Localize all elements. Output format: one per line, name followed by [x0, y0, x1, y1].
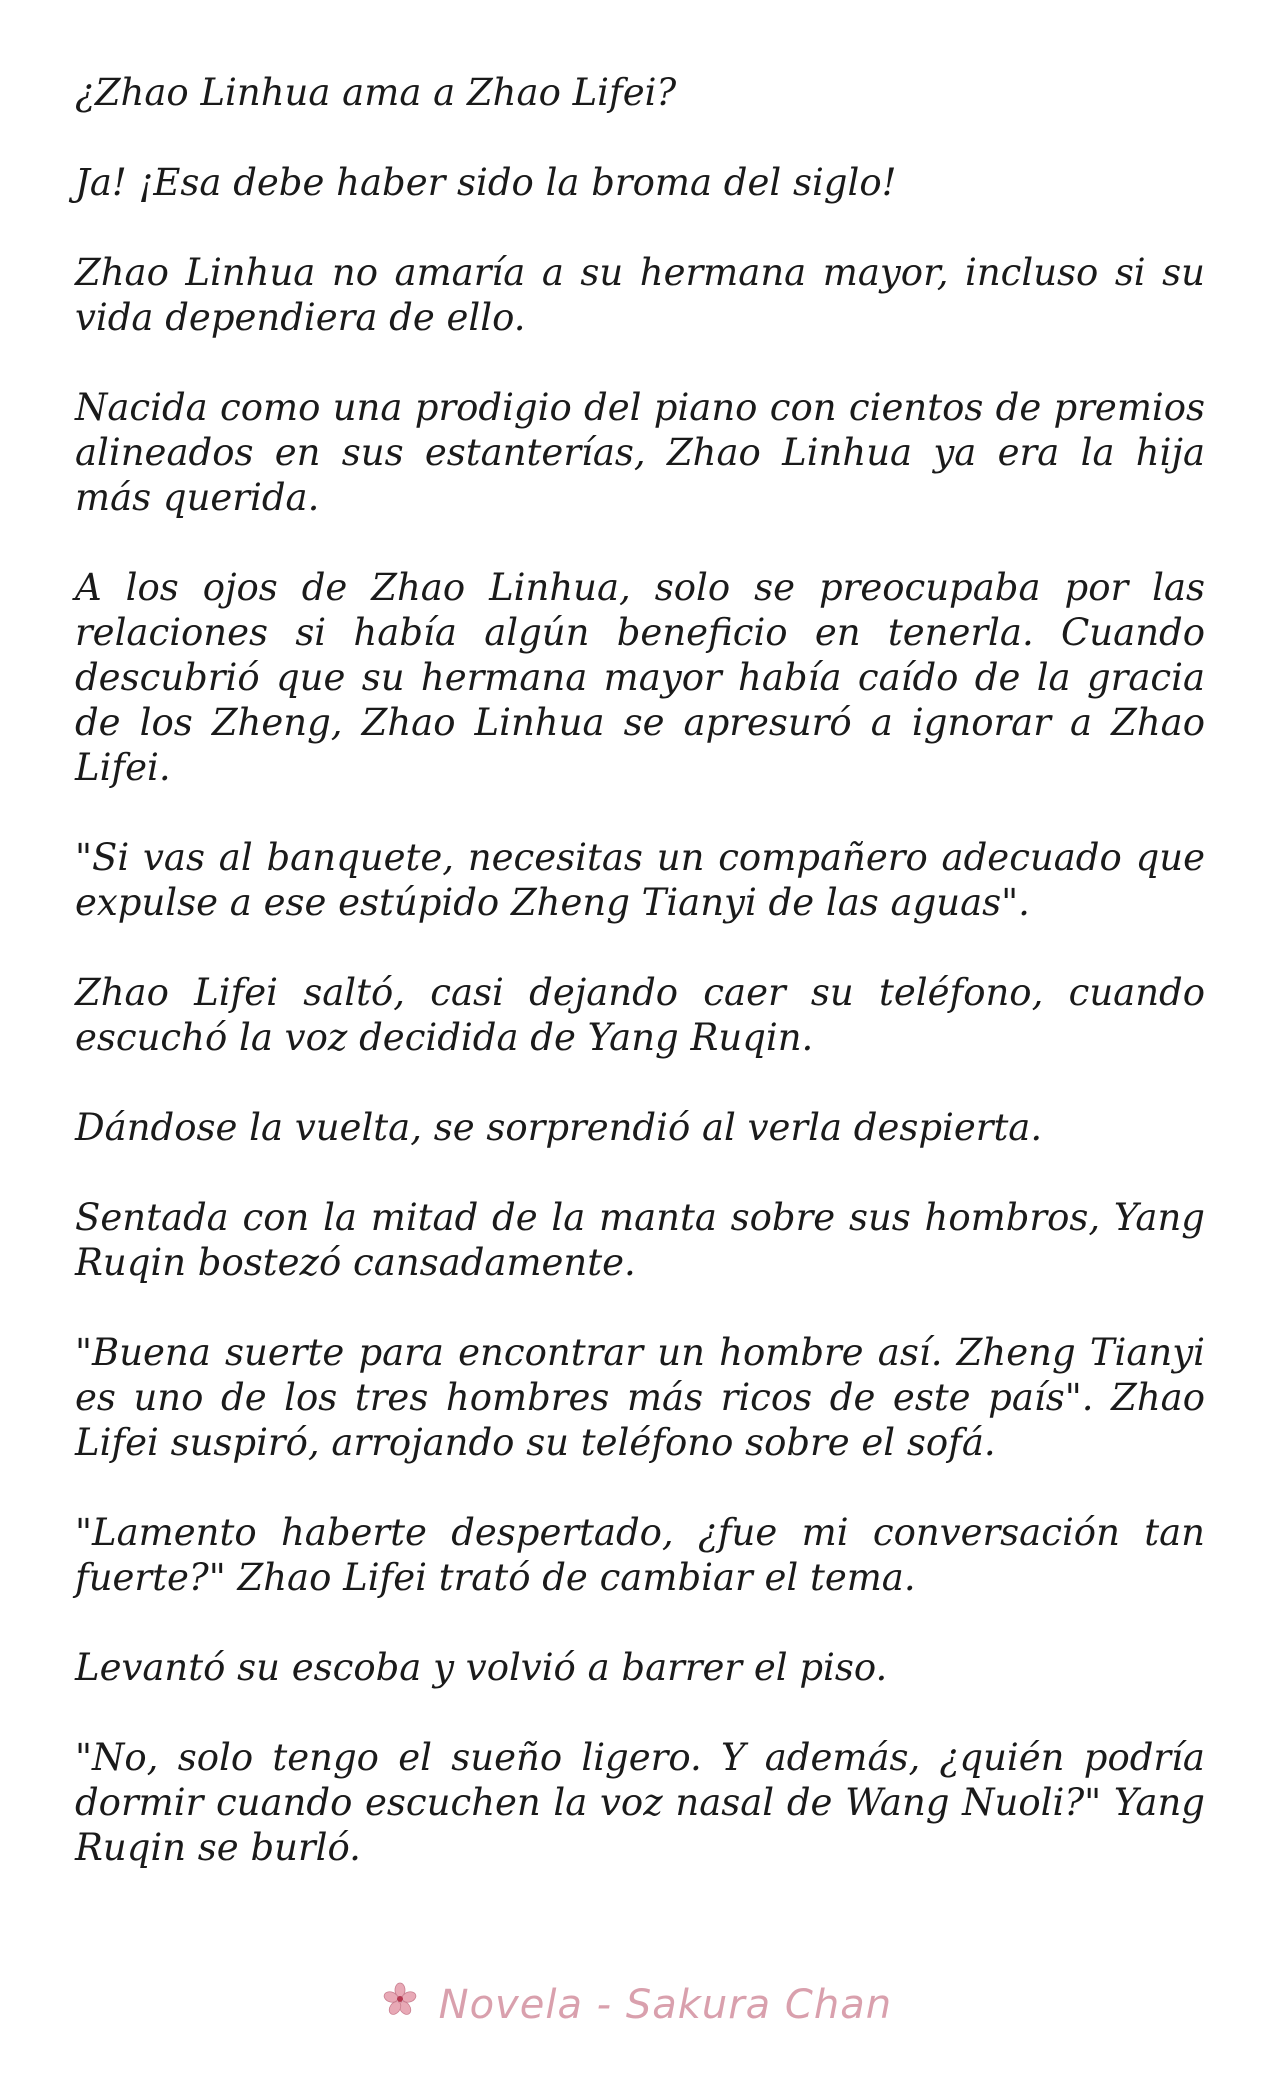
paragraph: "Buena suerte para encontrar un hombre así. Zheng Tianyi es uno de los tres hombres más ricos de este país". Zhao Lifei suspiró, arrojando su teléfono sobre el sofá.: [75, 1331, 1205, 1464]
paragraph: Dándose la vuelta, se sorprendió al verla despierta.: [75, 1106, 1043, 1149]
paragraph: Nacida como una prodigio del piano con cientos de premios alineados en sus estanterías, Zhao Linhua ya era la hija más querida.: [75, 386, 1205, 519]
footer-text: Novela - Sakura Chan: [438, 1982, 893, 2028]
paragraph: Levantó su escoba y volvió a barrer el piso.: [75, 1646, 888, 1689]
paragraph: "Lamento haberte despertado, ¿fue mi conversación tan fuerte?" Zhao Lifei trató de cambiar el tema.: [75, 1511, 1205, 1599]
paragraph: Sentada con la mitad de la manta sobre sus hombros, Yang Ruqin bostezó cansadamente.: [75, 1196, 1205, 1284]
paragraph: "No, solo tengo el sueño ligero. Y además, ¿quién podría dormir cuando escuchen la voz nasal de Wang Nuoli?" Yang Ruqin se burló.: [75, 1736, 1205, 1869]
watermark-footer: [0, 1982, 1275, 2028]
paragraph: ¿Zhao Linhua ama a Zhao Lifei?: [75, 71, 677, 114]
paragraph: A los ojos de Zhao Linhua, solo se preocupaba por las relaciones si había algún beneficio en tenerla. Cuando descubrió que su hermana mayor había caído de la gracia de los Zheng, Zhao Linhua se apresuró a ignorar a Zhao Lifei.: [75, 566, 1205, 789]
paragraph: Zhao Lifei saltó, casi dejando caer su teléfono, cuando escuchó la voz decidida de Yang Ruqin.: [75, 971, 1205, 1059]
chapter-text: [75, 70, 1205, 1915]
paragraph: "Si vas al banquete, necesitas un compañero adecuado que expulse a ese estúpido Zheng Tianyi de las aguas".: [75, 836, 1205, 924]
paragraph: Ja! ¡Esa debe haber sido la broma del siglo!: [75, 161, 897, 204]
paragraph: Zhao Linhua no amaría a su hermana mayor, incluso si su vida dependiera de ello.: [75, 251, 1205, 339]
sakura-flower-icon: [383, 1980, 417, 2026]
